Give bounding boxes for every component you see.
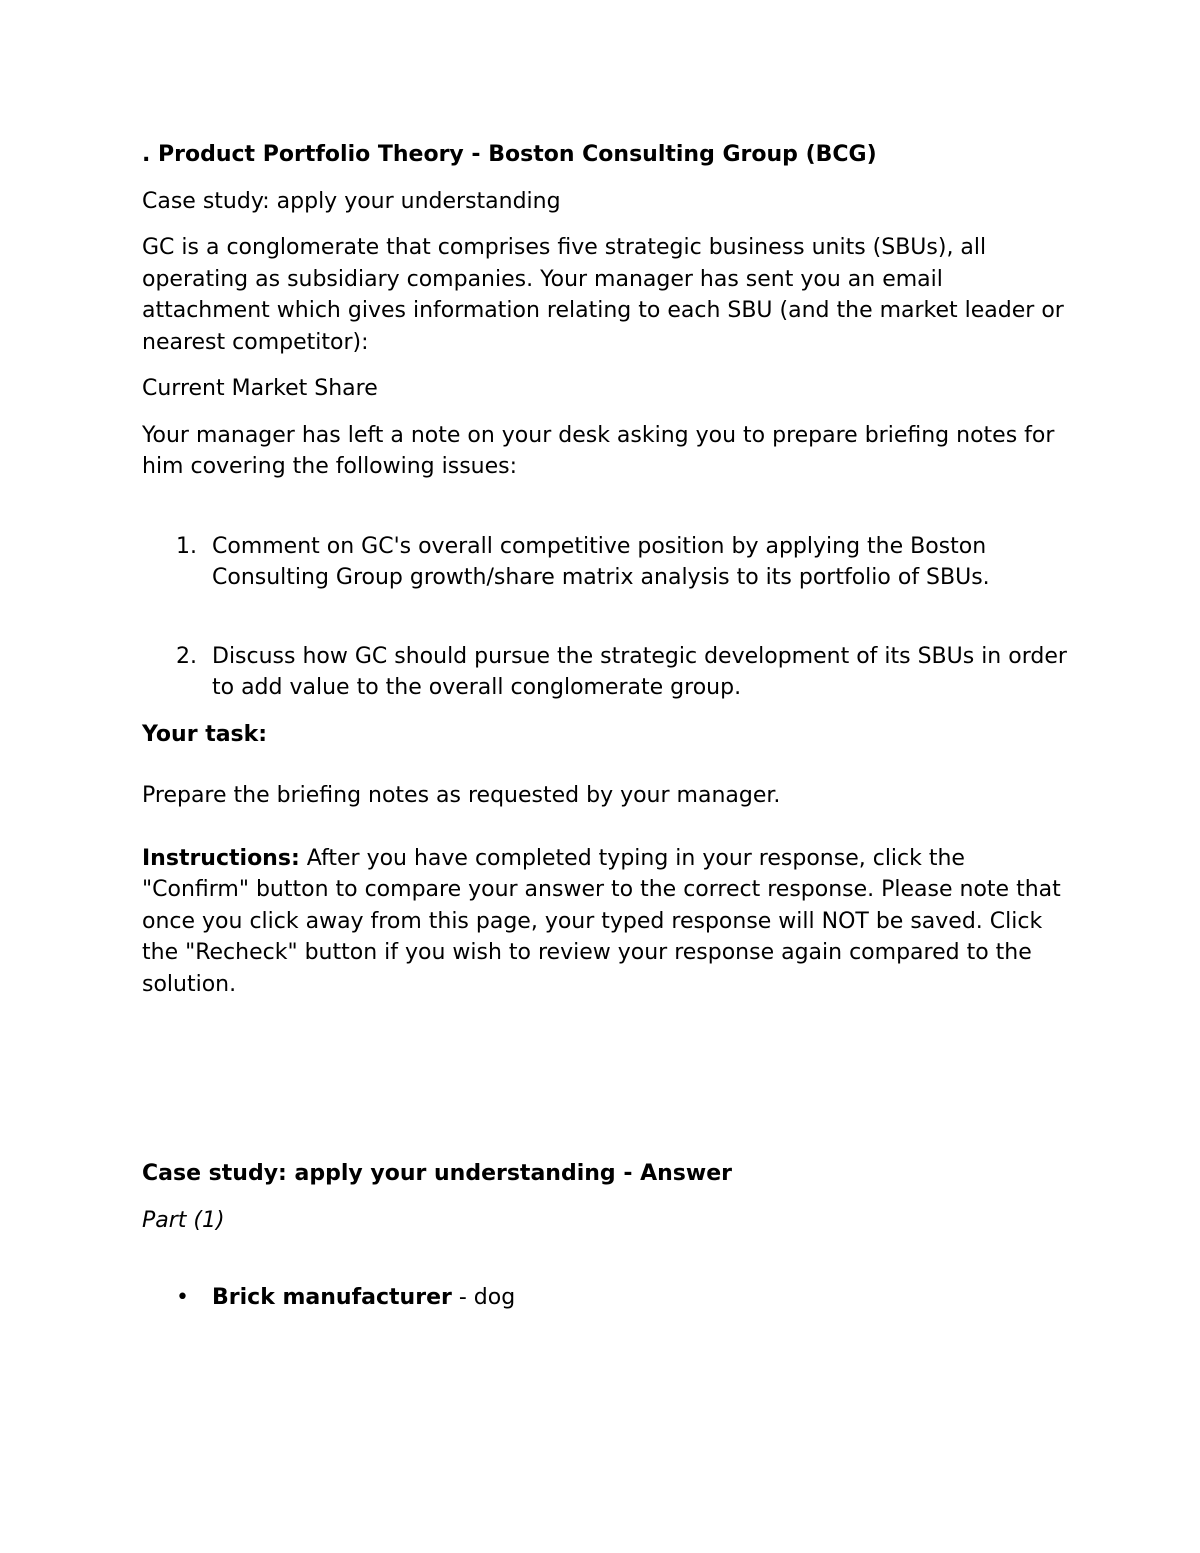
list-item-number: 2. bbox=[176, 643, 197, 669]
case-study-subheading: Case study: apply your understanding bbox=[142, 188, 561, 214]
list-item bbox=[142, 531, 1072, 594]
task-text: Prepare the briefing notes as requested by your manager. bbox=[142, 783, 781, 808]
intro-paragraph: GC is a conglomerate that comprises five strategic business units (SBUs), all operating as subsidiary companies. Your manager has sent you an email attachment which gives information relating to each SBU (and the market leader or nearest competitor): bbox=[142, 235, 1064, 355]
bullet-marker: • bbox=[176, 1285, 189, 1310]
list-item bbox=[142, 1282, 1072, 1314]
list-item-text: Comment on GC's overall competitive position by applying the Boston Consulting Group growth/share matrix analysis to its portfolio of SBUs. bbox=[212, 533, 990, 590]
manager-note-paragraph: Your manager has left a note on your desk asking you to prepare briefing notes for him covering the following issues: bbox=[142, 422, 1055, 479]
bullet-text: - dog bbox=[451, 1285, 516, 1310]
instructions-paragraph bbox=[142, 843, 1072, 1001]
document-page bbox=[142, 139, 1072, 1314]
issues-list bbox=[142, 531, 1072, 704]
task-label: Your task: bbox=[142, 721, 268, 747]
instructions-label: Instructions: bbox=[142, 845, 300, 871]
list-item-text: Discuss how GC should pursue the strategic development of its SBUs in order to add value to the overall conglomerate group. bbox=[212, 643, 1067, 700]
document-title: . Product Portfolio Theory - Boston Consulting Group (BCG) bbox=[142, 142, 877, 167]
answer-bullet-list bbox=[142, 1282, 1072, 1314]
part-label: Part (1) bbox=[142, 1207, 225, 1233]
instructions-text: After you have completed typing in your response, click the "Confirm" button to compare your answer to the correct response. Please note that once you click away from this page, your typed response will NOT be saved. Click the "Recheck" button if you wish to review your response again compared to the solution. bbox=[142, 845, 1061, 997]
bullet-label: Brick manufacturer bbox=[212, 1285, 452, 1310]
market-share-label: Current Market Share bbox=[142, 376, 378, 401]
list-item-number: 1. bbox=[176, 533, 197, 559]
answer-heading: Case study: apply your understanding - Answer bbox=[142, 1161, 732, 1186]
list-item bbox=[142, 641, 1072, 704]
